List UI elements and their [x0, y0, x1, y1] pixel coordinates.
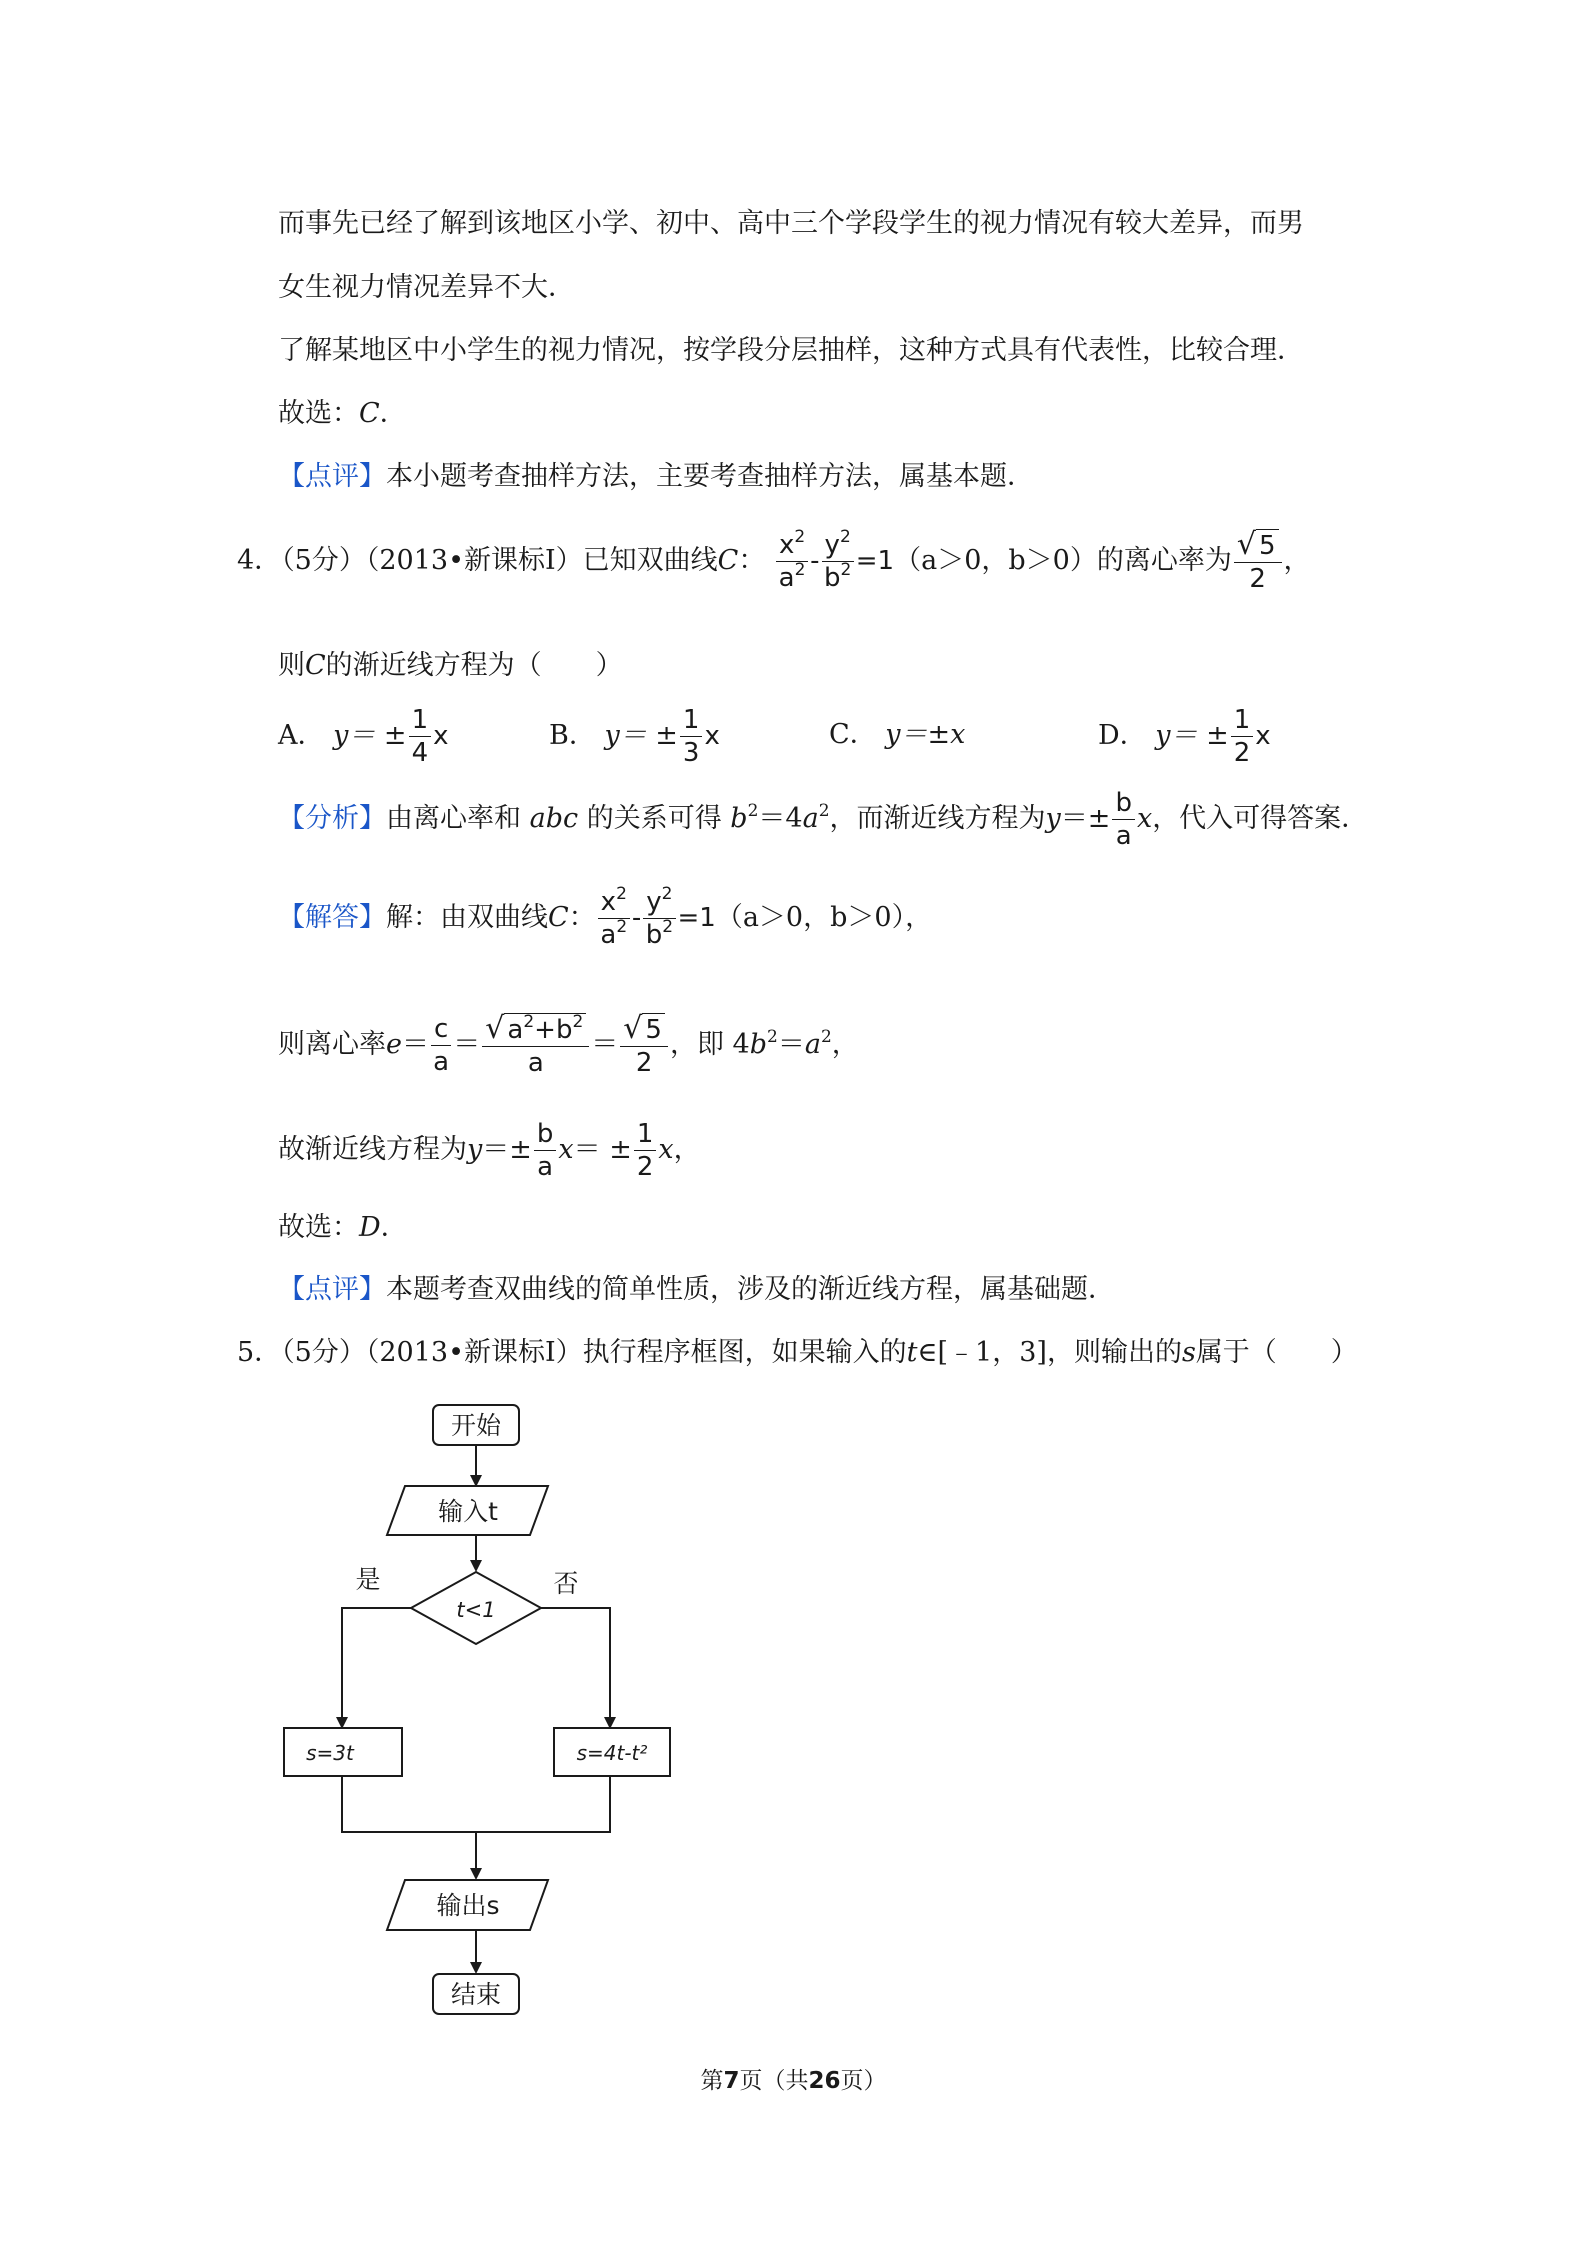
answer-line: 故选：D． [278, 1212, 408, 1243]
process-right-label: s=4t-t² [576, 1741, 648, 1765]
fraction: $\frac{√ 5}{2}$ [1234, 529, 1282, 595]
question-5-stem: 5．（5分）（2013•新课标Ⅰ）执行程序框图，如果输入的t∈[﹣1，3]，则输出的s属于（ ） [237, 1337, 1358, 1368]
option-a: A． y＝ ± $\frac{1}{4}$ x [278, 705, 449, 768]
solution-tag: 【解答】 [278, 902, 386, 933]
asymptote-line: 故渐近线方程为y＝± $\frac{b}{a}$ x＝ ± $\frac{1}{2}$ x， [278, 1119, 701, 1182]
condition-label: t<1 [456, 1598, 496, 1622]
option-c: C． y＝±x [829, 719, 966, 750]
start-label: 开始 [450, 1411, 502, 1440]
yes-label: 是 [355, 1565, 381, 1594]
comment-line: 【点评】本题考查双曲线的简单性质，涉及的渐近线方程，属基础题． [278, 1274, 1115, 1305]
text-line: 而事先已经了解到该地区小学、初中、高中三个学段学生的视力情况有较大差异，而男 [278, 208, 1304, 239]
page-footer: 第7页（共26页） [700, 2068, 887, 2094]
page-number: 7 [723, 2068, 740, 2094]
answer-line: 故选：C． [278, 398, 407, 429]
text-line: 了解某地区中小学生的视力情况，按学段分层抽样，这种方式具有代表性，比较合理． [278, 335, 1304, 366]
option-b: B． y＝ ± $\frac{1}{3}$ x [549, 705, 720, 768]
fraction: $\frac{y^2}{b^2}$ [822, 529, 854, 594]
text-line: 女生视力情况差异不大． [278, 272, 575, 303]
question-4-stem: 4．（5分）（2013•新课标Ⅰ）已知双曲线C： $\frac{x^2}{a^2}$ - $\frac{y^2}{b^2}$ =1（a＞0，b＞0）的离心率为 $\frac{√ 5}{2}$ ， [237, 526, 1311, 594]
eccentricity-line: 则离心率e＝ $\frac{c}{a}$ ＝ $\frac{√ a^2+b^2}{a}$ ＝ $\frac{√ 5}{2}$ ，即 $4b^2=a^2$， [278, 1010, 859, 1078]
option-d: D． y＝ ± $\frac{1}{2}$ x [1098, 705, 1271, 768]
input-label: 输入t [438, 1497, 498, 1526]
page-total: 26 [808, 2068, 841, 2094]
flowchart [270, 1390, 710, 2050]
comment-tag: 【点评】 [278, 1274, 386, 1305]
analysis-tag: 【分析】 [278, 803, 386, 834]
analysis-line: 【分析】由离心率和 abc 的关系可得 $b^2=4a^2$，而渐近线方程为y＝± $\frac{b}{a}$ x，代入可得答案． [278, 788, 1369, 851]
end-label: 结束 [450, 1980, 502, 2009]
solution-line: 【解答】解：由双曲线C： $\frac{x^2}{a^2}$ - $\frac{y^2}{b^2}$ =1（a＞0，b＞0）， [278, 884, 933, 950]
comment-tag: 【点评】 [278, 461, 386, 492]
no-label: 否 [553, 1569, 579, 1598]
fraction: $\frac{x^2}{a^2}$ [776, 529, 808, 594]
process-left-label: s=3t [306, 1741, 354, 1765]
question-4-line2: 则C的渐近线方程为（ ） [278, 650, 623, 681]
output-label: 输出s [436, 1891, 500, 1920]
comment-line: 【点评】本小题考查抽样方法，主要考查抽样方法，属基本题． [278, 461, 1034, 492]
